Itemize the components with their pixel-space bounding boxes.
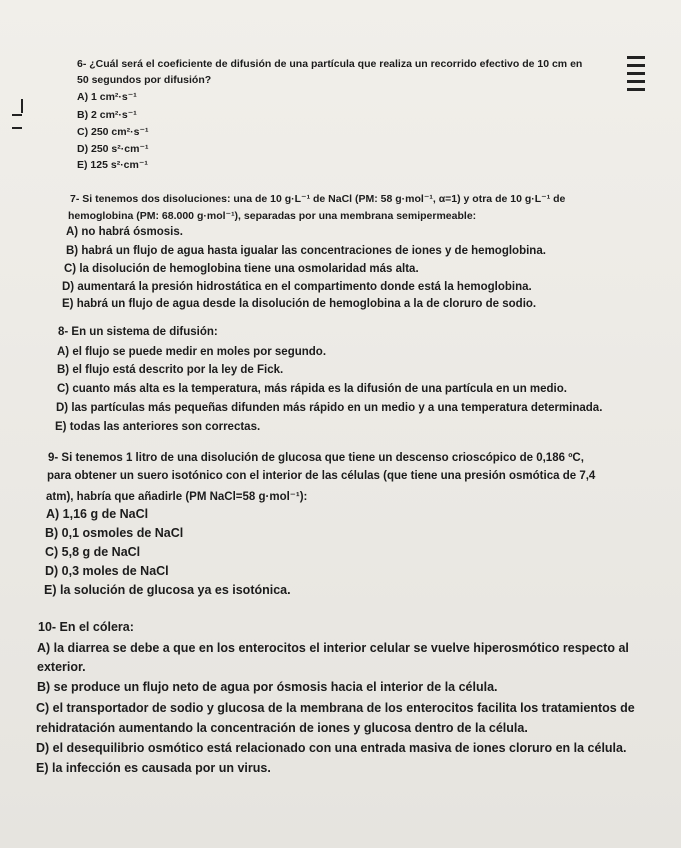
question-8-option-e: E) todas las anteriores son correctas.: [55, 421, 261, 433]
question-10-option-b: B) se produce un flujo neto de agua por ósmosis hacia el interior de la célula.: [37, 680, 498, 694]
margin-mark: [627, 88, 645, 91]
question-7-stem-line2: hemoglobina (PM: 68.000 g·mol⁻¹), separadas por una membrana semipermeable:: [68, 210, 477, 222]
question-7-option-b: B) habrá un flujo de agua hasta igualar las concentraciones de iones y de hemoglobina.: [66, 245, 546, 257]
question-10-option-c-cont: rehidratación aumentando la concentración de iones y glucosa dentro de la célula.: [36, 721, 528, 735]
question-9-option-b: B) 0,1 osmoles de NaCl: [45, 526, 184, 540]
question-6-option-d: D) 250 s²·cm⁻¹: [77, 143, 149, 155]
question-10-option-c: C) el transportador de sodio y glucosa de la membrana de los enterocitos facilita los tratamientos de: [36, 701, 635, 715]
question-10-option-e: E) la infección es causada por un virus.: [36, 761, 271, 775]
question-7-option-e: E) habrá un flujo de agua desde la disolución de hemoglobina a la de cloruro de sodio.: [62, 298, 537, 310]
question-8-stem: 8- En un sistema de difusión:: [58, 326, 218, 338]
margin-mark: [627, 80, 645, 83]
question-7-stem-line1: 7- Si tenemos dos disoluciones: una de 10 g·L⁻¹ de NaCl (PM: 58 g·mol⁻¹, α=1) y otra de 10 g·L⁻¹ de: [70, 193, 566, 205]
question-7-option-a: A) no habrá ósmosis.: [66, 226, 183, 238]
question-6-stem-line1: 6- ¿Cuál será el coeficiente de difusión de una partícula que realiza un recorrido efectivo de 10 cm en: [77, 58, 583, 70]
question-6-option-b: B) 2 cm²·s⁻¹: [77, 109, 137, 121]
margin-mark: [627, 64, 645, 67]
question-10-option-a-cont: exterior.: [37, 660, 86, 674]
question-9-stem-line1: 9- Si tenemos 1 litro de una disolución de glucosa que tiene un descenso crioscópico de 0,186 ºC,: [48, 452, 584, 464]
question-9-option-e: E) la solución de glucosa ya es isotónica.: [44, 583, 291, 597]
question-6-stem-line2: 50 segundos por difusión?: [77, 74, 212, 86]
question-8-option-a: A) el flujo se puede medir en moles por segundo.: [57, 346, 327, 358]
question-8-option-d: D) las partículas más pequeñas difunden más rápido en un medio y a una temperatura determinada.: [56, 402, 603, 414]
margin-mark: [12, 114, 22, 116]
question-9-stem-line3: atm), habría que añadirle (PM NaCl=58 g·mol⁻¹):: [46, 491, 308, 503]
question-6-option-a: A) 1 cm²·s⁻¹: [77, 91, 137, 103]
question-10-option-d: D) el desequilibrio osmótico está relacionado con una entrada masiva de iones cloruro en la célula.: [36, 741, 627, 755]
question-6-option-c: C) 250 cm²·s⁻¹: [77, 126, 149, 138]
margin-mark: [627, 56, 645, 59]
margin-mark: [627, 72, 645, 75]
question-8-option-c: C) cuanto más alta es la temperatura, más rápida es la difusión de una partícula en un medio.: [57, 383, 567, 395]
question-8-option-b: B) el flujo está descrito por la ley de Fick.: [57, 364, 284, 376]
margin-mark: [21, 99, 23, 113]
question-7-option-c: C) la disolución de hemoglobina tiene una osmolaridad más alta.: [64, 263, 419, 275]
question-6-option-e: E) 125 s²·cm⁻¹: [77, 159, 148, 171]
question-10-stem: 10- En el cólera:: [38, 620, 134, 634]
question-9-option-d: D) 0,3 moles de NaCl: [45, 564, 169, 578]
question-9-stem-line2: para obtener un suero isotónico con el interior de las células (que tiene una presión osmótica de 7,4: [47, 470, 596, 482]
margin-mark: [12, 127, 22, 129]
question-10-option-a: A) la diarrea se debe a que en los enterocitos el interior celular se vuelve hiperosmótico respecto al: [37, 641, 629, 655]
question-9-option-a: A) 1,16 g de NaCl: [46, 507, 149, 521]
question-9-option-c: C) 5,8 g de NaCl: [45, 545, 141, 559]
question-7-option-d: D) aumentará la presión hidrostática en el compartimento donde está la hemoglobina.: [62, 281, 532, 293]
